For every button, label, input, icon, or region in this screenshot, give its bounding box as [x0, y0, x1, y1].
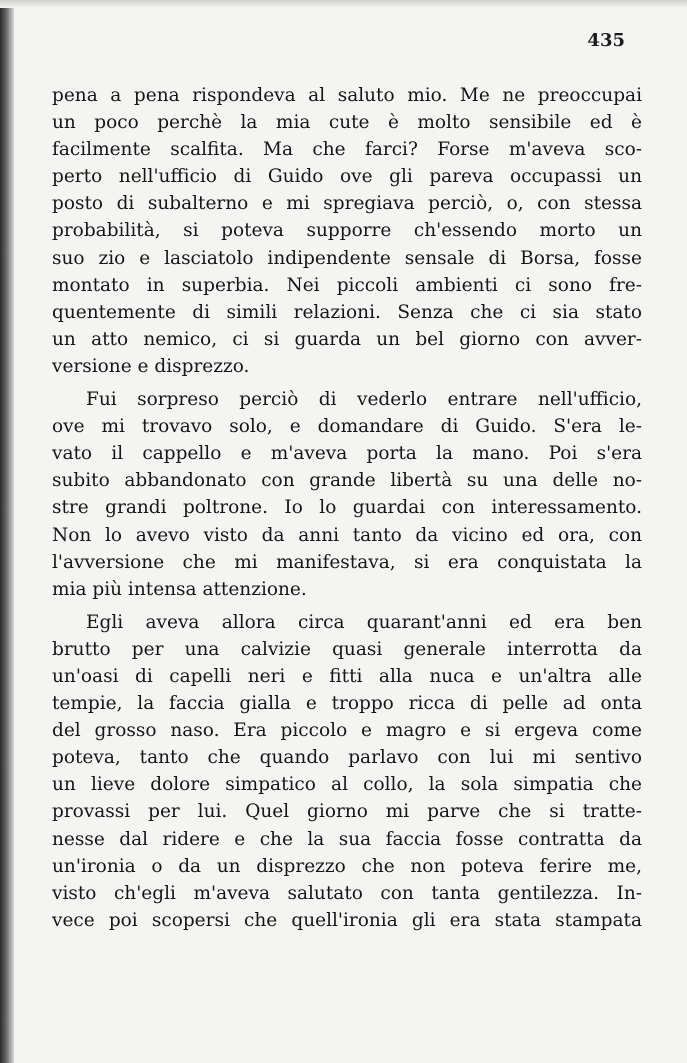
text-line: mia più intensa attenzione. [52, 578, 307, 600]
text-line: vece poi scopersi che quell'ironia gli era stata stampata [52, 909, 642, 931]
text-line: nesse dal ridere e che la sua faccia fosse contratta da [52, 828, 642, 850]
text-line: ove mi trovavo solo, e domandare di Guido. S'era le- [52, 416, 642, 438]
text-line: un lieve dolore simpatico al collo, la sola simpatia che [52, 774, 642, 796]
book-spine-shadow [0, 0, 14, 1063]
text-line: Egli aveva allora circa quarant'anni ed era ben [86, 611, 642, 633]
text-line: subito abbandonato con grande libertà su una delle no- [52, 470, 642, 492]
text-line: brutto per una calvizie quasi generale interrotta da [52, 638, 642, 660]
text-line: Fui sorpreso perciò di vederlo entrare nell'ufficio, [86, 389, 642, 411]
page-top-edge [0, 0, 687, 8]
text-line: un'ironia o da un disprezzo che non poteva ferire me, [52, 855, 642, 877]
paragraph-3 [52, 609, 642, 934]
text-line: un atto nemico, ci si guarda un bel giorno con avver- [52, 328, 642, 350]
page-number: 435 [587, 30, 625, 51]
paragraph-1 [52, 82, 642, 380]
text-line: pena a pena rispondeva al saluto mio. Me ne preoccupai [52, 85, 642, 106]
text-line: vato il cappello e m'aveva porta la mano. Poi s'era [52, 443, 642, 465]
text-line: visto ch'egli m'aveva salutato con tanta gentilezza. In- [52, 882, 642, 904]
text-line: probabilità, si poteva supporre ch'essendo morto un [52, 220, 642, 242]
text-line: perto nell'ufficio di Guido ove gli pareva occupassi un [52, 166, 642, 188]
paragraph-2 [52, 386, 642, 603]
text-line: provassi per lui. Quel giorno mi parve che si tratte- [52, 801, 642, 823]
text-line: quentemente di simili relazioni. Senza che ci sia stato [52, 301, 642, 323]
text-line: poteva, tanto che quando parlavo con lui mi sentivo [52, 747, 642, 769]
text-line: stre grandi poltrone. Io lo guardai con interessamento. [52, 497, 642, 519]
body-text [52, 82, 642, 934]
text-line: tempie, la faccia gialla e troppo ricca di pelle ad onta [52, 693, 642, 715]
text-line: Non lo avevo visto da anni tanto da vicino ed ora, con [52, 524, 642, 546]
text-line: posto di subalterno e mi spregiava perciò, o, con stessa [52, 193, 642, 215]
text-line: del grosso naso. Era piccolo e magro e si ergeva come [52, 720, 642, 742]
text-line: versione e disprezzo. [52, 355, 250, 377]
text-line: montato in superbia. Nei piccoli ambienti ci sono fre- [52, 274, 642, 296]
text-line: un'oasi di capelli neri e fitti alla nuca e un'altra alle [52, 665, 642, 687]
text-line: suo zio e lasciatolo indipendente sensale di Borsa, fosse [52, 247, 642, 269]
text-line: l'avversione che mi manifestava, si era conquistata la [52, 551, 642, 573]
text-line: un poco perchè la mia cute è molto sensibile ed è [52, 112, 642, 134]
text-line: facilmente scalfita. Ma che farci? Forse m'aveva sco- [52, 139, 642, 161]
